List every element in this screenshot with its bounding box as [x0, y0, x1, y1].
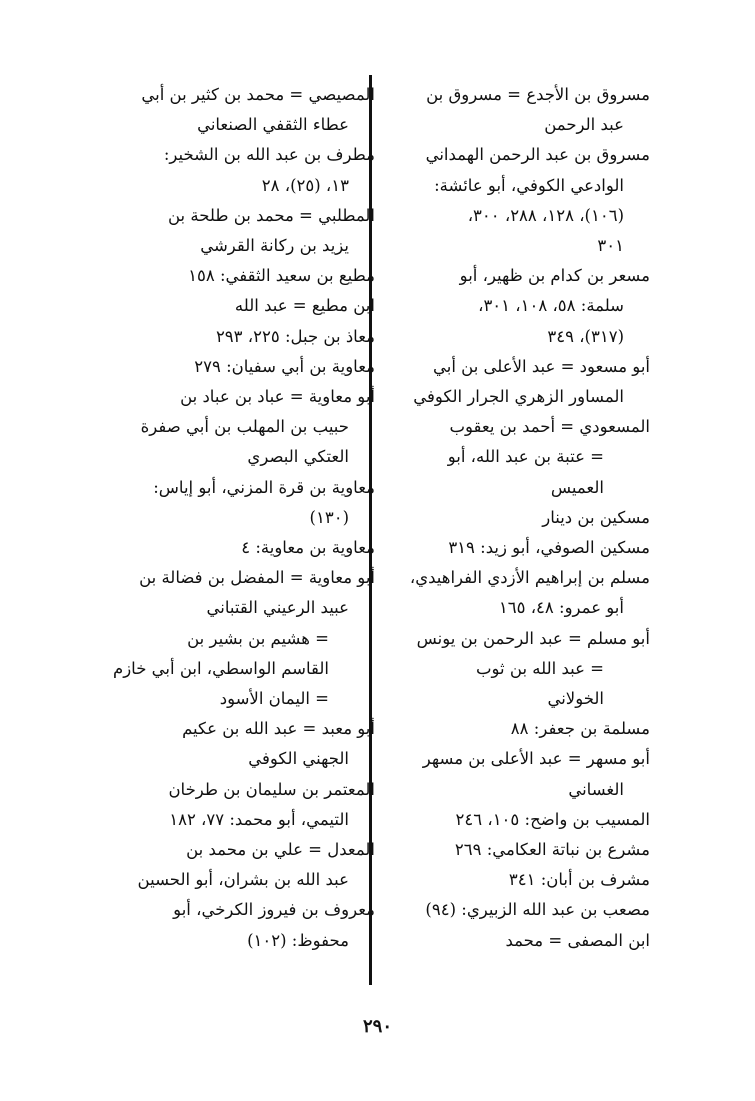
entry-continuation-line: الوادعي الكوفي، أبو عائشة: [434, 175, 624, 195]
entry-continuation-line: عطاء الثقفي الصنعاني [197, 115, 349, 135]
index-entry [93, 261, 375, 291]
entry-heading-line: المسعودي = أحمد بن يعقوب [449, 417, 650, 437]
entry-continuation-line: (١٠٦)، ١٢٨، ٢٨٨، ٣٠٠، [467, 205, 624, 225]
index-entry [368, 624, 650, 654]
right-column [368, 80, 650, 956]
entry-heading-line: مطرف بن عبد الله بن الشخير: [163, 145, 375, 165]
entry-continuation-line: عبيد الرعيني القتباني [206, 598, 349, 618]
entry-heading-line: = اليمان الأسود [219, 689, 329, 709]
entry-heading-line: ابن المصفى = محمد [505, 930, 650, 950]
entry-continuation-line: محفوظ: (١٠٢) [247, 930, 349, 950]
entry-heading-line: معاوية بن قرة المزني، أبو إياس: [153, 477, 375, 497]
index-entry [93, 624, 375, 684]
entry-heading-line: أبو معبد = عبد الله بن عكيم [182, 719, 375, 739]
entry-continuation-line: عبد الرحمن [544, 115, 624, 135]
entry-heading-line: المطلبي = محمد بن طلحة بن [167, 205, 375, 225]
entry-heading-line: = عبد الله بن ثوب [475, 658, 604, 678]
entry-continuation-line: يزيد بن ركانة القرشي [200, 236, 349, 256]
index-entry [368, 533, 650, 563]
index-entry [368, 654, 650, 714]
index-entry [93, 895, 375, 955]
entry-continuation-line: الخولاني [547, 689, 604, 709]
entry-heading-line: معروف بن فيروز الكرخي، أبو [173, 900, 375, 920]
page-number: ٢٩٠ [362, 1016, 392, 1037]
index-entry [93, 322, 375, 352]
entry-continuation-line: الجهني الكوفي [248, 749, 349, 769]
entry-continuation-line: المساور الزهري الجرار الكوفي [413, 387, 624, 407]
entry-continuation-line: العتكي البصري [247, 447, 349, 467]
entry-continuation-line: الغساني [568, 779, 624, 799]
entry-heading-line: مشرف بن أبان: ٣٤١ [508, 870, 650, 890]
index-entry [93, 714, 375, 774]
index-entry [93, 291, 375, 321]
entry-heading-line: مصعب بن عبد الله الزبيري: (٩٤) [425, 900, 650, 920]
entry-continuation-line: التيمي، أبو محمد: ٧٧، ١٨٢ [169, 809, 349, 829]
entry-heading-line: ابن مطيع = عبد الله [234, 296, 375, 316]
entry-heading-line: = هشيم بن بشير بن [187, 628, 329, 648]
entry-heading-line: المصيصي = محمد بن كثير بن أبي [141, 85, 375, 104]
index-entry [368, 926, 650, 956]
entry-heading-line: مسروق بن الأجدع = مسروق بن [426, 85, 650, 104]
index-entry [93, 473, 375, 533]
entry-heading-line: مسلم بن إبراهيم الأزدي الفراهيدي، [409, 568, 650, 588]
index-entry [93, 533, 375, 563]
index-entry [93, 201, 375, 261]
index-entry [368, 805, 650, 835]
index-entry [368, 503, 650, 533]
entry-heading-line: أبو مسلم = عبد الرحمن بن يونس [416, 628, 650, 648]
entry-continuation-line: (١٣٠) [309, 507, 349, 527]
entry-heading-line: معاوية بن معاوية: ٤ [241, 538, 375, 558]
entry-heading-line: معاوية بن أبي سفيان: ٢٧٩ [194, 356, 375, 376]
entry-heading-line: معاذ بن جبل: ٢٢٥، ٢٩٣ [215, 326, 375, 346]
left-column [93, 80, 375, 956]
index-entry [368, 140, 650, 261]
index-entry [93, 140, 375, 200]
entry-continuation-line: عبد الله بن بشران، أبو الحسين [137, 870, 349, 890]
entry-heading-line: مشرع بن نباتة العكامي: ٢٦٩ [454, 840, 650, 860]
entry-heading-line: أبو مسهر = عبد الأعلى بن مسهر [422, 749, 650, 769]
index-entry [368, 865, 650, 895]
entry-continuation-line: ٣٠١ [597, 236, 624, 256]
index-entry [368, 442, 650, 502]
entry-heading-line: مسلمة بن جعفر: ٨٨ [510, 719, 650, 739]
entry-heading-line: أبو معاوية = المفضل بن فضالة بن [139, 568, 375, 588]
index-entry [368, 563, 650, 623]
entry-heading-line: المعتمر بن سليمان بن طرخان [168, 779, 375, 799]
entry-heading-line: مسروق بن عبد الرحمن الهمداني [425, 145, 650, 165]
entry-heading-line: مسعر بن كدام بن ظهير، أبو [459, 266, 650, 286]
index-entry [93, 352, 375, 382]
index-entry [368, 352, 650, 412]
index-entry [93, 684, 375, 714]
index-entry [93, 835, 375, 895]
entry-continuation-line: القاسم الواسطي، ابن أبي خازم [112, 658, 329, 678]
index-entry [368, 744, 650, 804]
index-entry [93, 563, 375, 623]
entry-continuation-line: سلمة: ٥٨، ١٠٨، ٣٠١، [478, 296, 624, 316]
entry-continuation-line: (٣١٧)، ٣٤٩ [547, 326, 624, 346]
entry-heading-line: أبو معاوية = عباد بن عباد بن [180, 387, 375, 407]
entry-continuation-line: حبيب بن المهلب بن أبي صفرة [140, 417, 349, 437]
index-entry [368, 80, 650, 140]
entry-continuation-line: أبو عمرو: ٤٨، ١٦٥ [498, 598, 624, 618]
index-entry [368, 412, 650, 442]
index-entry [368, 261, 650, 352]
entry-heading-line: مسكين الصوفي، أبو زيد: ٣١٩ [448, 538, 650, 558]
entry-continuation-line: العميس [550, 477, 604, 497]
index-entry [368, 895, 650, 925]
entry-continuation-line: ١٣، (٢٥)، ٢٨ [261, 175, 349, 195]
entry-heading-line: مطيع بن سعيد الثقفي: ١٥٨ [188, 266, 375, 286]
entry-heading-line: المعدل = علي بن محمد بن [186, 840, 375, 860]
entry-heading-line: أبو مسعود = عبد الأعلى بن أبي [432, 356, 650, 376]
index-entry [93, 775, 375, 835]
entry-heading-line: المسيب بن واضح: ١٠٥، ٢٤٦ [455, 809, 650, 829]
index-entry [93, 382, 375, 473]
entry-heading-line: مسكين بن دينار [542, 507, 650, 527]
index-entry [368, 714, 650, 744]
index-entry [93, 80, 375, 140]
entry-heading-line: = عتبة بن عبد الله، أبو [447, 447, 604, 467]
index-entry [368, 835, 650, 865]
